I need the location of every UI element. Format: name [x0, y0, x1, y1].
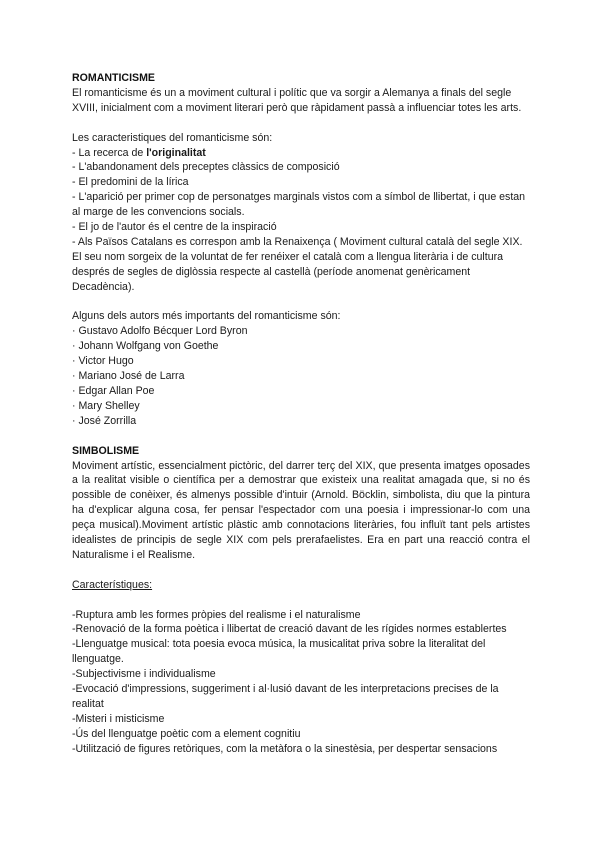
spacer [72, 429, 530, 444]
spacer [72, 116, 530, 131]
list-item: -Subjectivisme i individualisme [72, 668, 216, 681]
list-item: - El jo de l'autor és el centre de la inspiració [72, 221, 277, 234]
list-item: - L'aparició per primer cop de personatges marginals vistos com a símbol de llibertat, i que estan al marge de les convencions socials. [72, 191, 526, 219]
author-item: · Gustavo Adolfo Bécquer Lord Byron [72, 325, 248, 338]
author-item: · Victor Hugo [72, 355, 134, 368]
author-item: · Mariano José de Larra [72, 370, 185, 383]
symbolism-intro: Moviment artístic, essencialment pictòric, del darrer terç del XIX, que presenta imatges oposades a la realitat visible o científica per a demostrar que existeix una realitat amagada que, si no és possible de conèixer, és almenys possible d'intuir (Arnold. Böcklin, simbolista, diu que la pintura ha d'explicar alguna cosa, fer pensar l'espectador com una poesia i impressionar-lo com una peça musical).Moviment artístic plàstic amb connotacions literàries, fou influït tant pels artistes idealistes de principis de segle XIX com pels prerafaelistes. Era en part una reacció contra el Naturalisme i el Realisme. [72, 459, 530, 561]
author-item: · José Zorrilla [72, 414, 137, 427]
author-item: · Mary Shelley [72, 399, 140, 412]
spacer [72, 563, 530, 578]
list-item: -Ús del llenguatge poètic com a element cognitiu [72, 727, 301, 740]
romanticism-intro: El romanticisme és un a moviment cultural i polític que va sorgir a Alemanya a finals del segle XVIII, inicialment com a moviment literari però que ràpidament passà a influenciar totes les arts. [72, 86, 522, 114]
author-item: · Johann Wolfgang von Goethe [72, 340, 219, 353]
symbolism-characteristics-list [72, 608, 530, 757]
list-item: - Als Països Catalans es correspon amb la Renaixença ( Moviment cultural català del segle XIX. El seu nom sorgeix de la voluntat de fer renéixer el català com a llengua literària i de cultura després de segles de diglòssia respecte al castellà (període anomenat genèricament Decadència). [72, 235, 523, 293]
list-item: - El predomini de la lírica [72, 176, 189, 189]
romanticism-characteristics-intro: Les caracteristiques del romanticisme són: [72, 131, 273, 144]
romanticism-authors-intro: Alguns dels autors més importants del romanticisme són: [72, 310, 341, 323]
romanticism-heading: ROMANTICISME [72, 72, 155, 84]
romanticism-characteristics-list [72, 146, 530, 295]
author-item: · Edgar Allan Poe [72, 385, 155, 397]
list-item: - La recerca de l'originalitat [72, 146, 206, 159]
symbolism-characteristics-heading: Característiques: [72, 578, 153, 591]
spacer [72, 593, 530, 608]
document-content [72, 71, 530, 757]
list-item: -Llenguatge musical: tota poesia evoca música, la musicalitat priva sobre la literalitat del llenguatge. [72, 638, 486, 666]
list-item: -Renovació de la forma poètica i llibertat de creació davant de les rígides normes establertes [72, 623, 507, 636]
symbolism-heading: SIMBOLISME [72, 444, 140, 457]
spacer [72, 295, 530, 310]
list-item: -Utilització de figures retòriques, com la metàfora o la sinestèsia, per despertar sensacions [72, 742, 498, 755]
list-item: -Evocació d'impressions, suggeriment i al·lusió davant de les interpretacions precises de la realitat [72, 683, 499, 710]
list-item: -Ruptura amb les formes pròpies del realisme i el naturalisme [72, 608, 361, 621]
romanticism-authors-list [72, 324, 530, 428]
list-item: -Misteri i misticisme [72, 712, 165, 725]
list-item: - L'abandonament dels preceptes clàssics de composició [72, 161, 340, 174]
